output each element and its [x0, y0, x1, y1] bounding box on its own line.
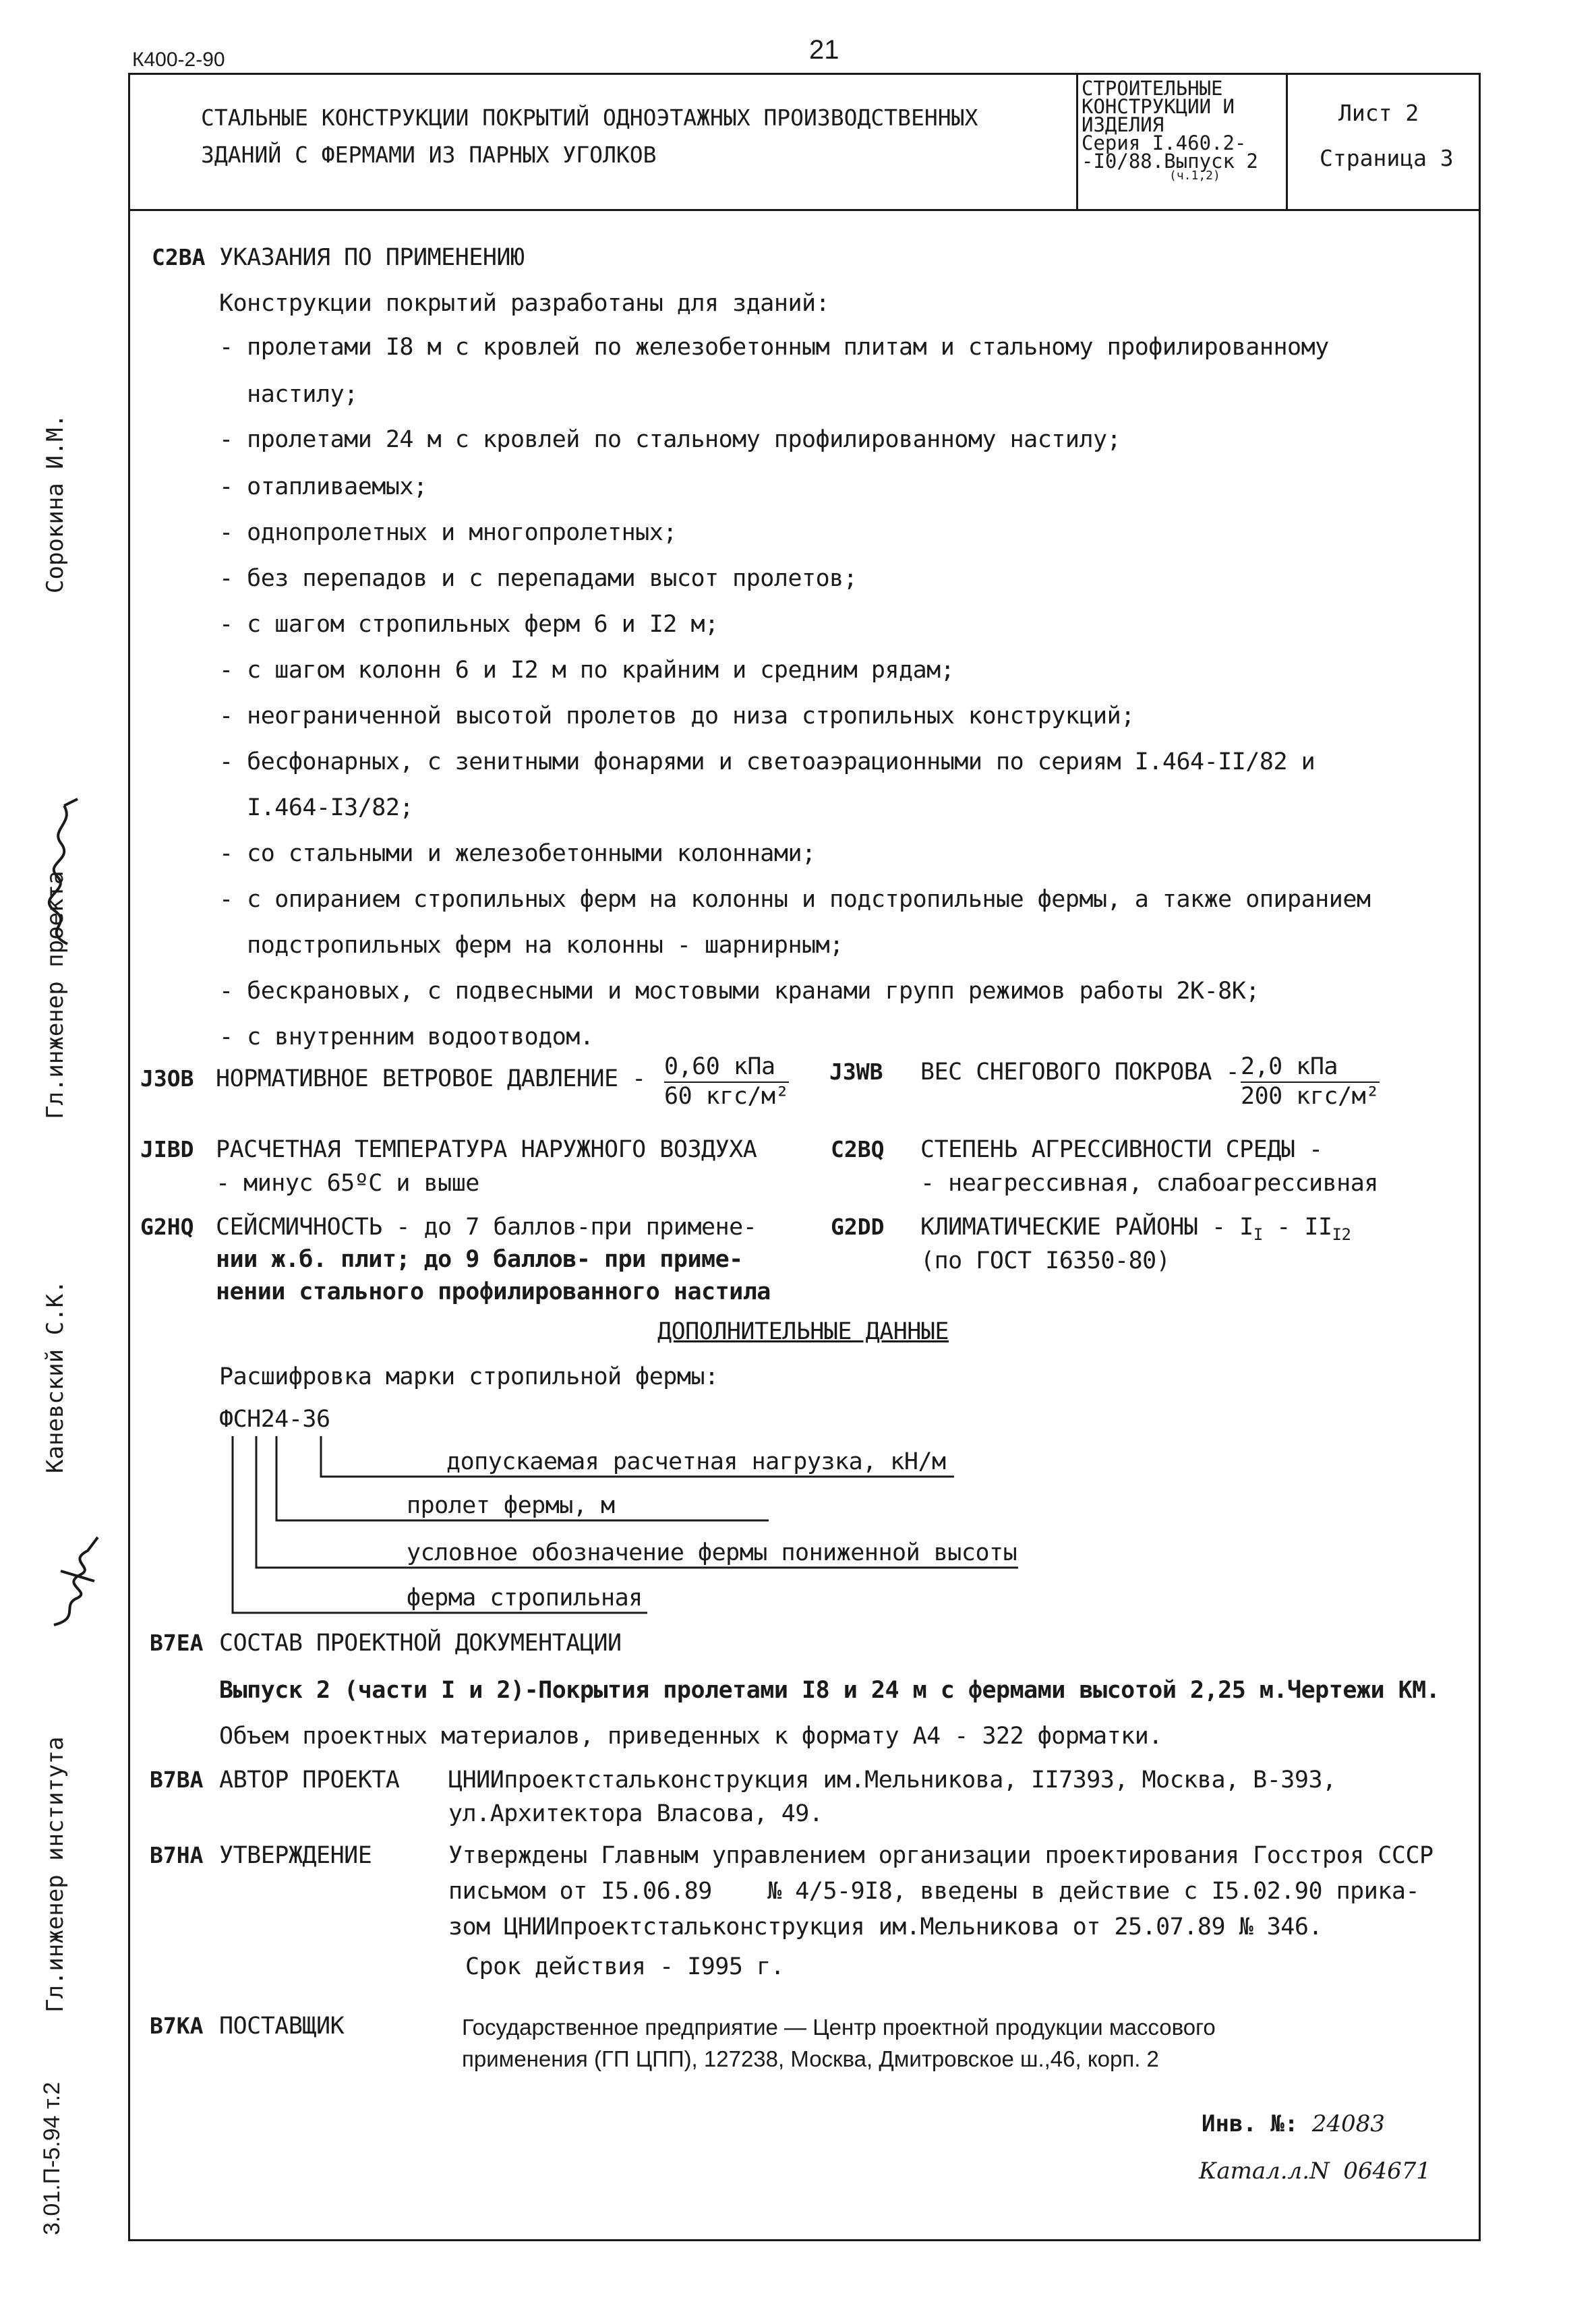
- margin-stamp: 3.01.П-5.94 т.2: [39, 2081, 65, 2235]
- signature-kanevsky: [40, 1531, 101, 1632]
- list-item: - с шагом стропильных ферм 6 и I2 м;: [219, 611, 719, 638]
- inventory-number: [1202, 2110, 1385, 2137]
- section-label-author: АВТОР ПРОЕКТА: [219, 1767, 400, 1794]
- list-item: - со стальными и железобетонными колоннами;: [219, 840, 816, 867]
- list-item: - неограниченной высотой пролетов до низа стропильных конструкций;: [219, 703, 1135, 730]
- climate-label: КЛИМАТИЧЕСКИЕ РАЙОНЫ - I: [920, 1214, 1253, 1241]
- catalog-value: 064671: [1343, 2158, 1431, 2185]
- section-title-usage: УКАЗАНИЯ ПО ПРИМЕНЕНИЮ: [219, 244, 525, 271]
- approval-line1: Утверждены Главным управлением организации проектирования Госстроя СССР: [448, 1842, 1434, 1869]
- section-code-approval: В7НА: [150, 1842, 204, 1868]
- list-item: - с внутренним водоотводом.: [219, 1024, 594, 1050]
- composition-line2: Объем проектных материалов, приведенных к формату А4 - 322 форматки.: [219, 1723, 1162, 1750]
- list-item: - бесфонарных, с зенитными фонарями и светоаэрационными по сериям I.464-II/82 и: [219, 748, 1316, 775]
- approval-line4: Срок действия - I995 г.: [465, 1953, 785, 1980]
- truss-mark: ФСН24-36: [219, 1406, 330, 1433]
- sheet-label: Лист 2: [1338, 100, 1419, 126]
- list-item: - однопролетных и многопролетных;: [219, 519, 677, 546]
- signature-sorokina: [27, 796, 88, 951]
- header-title-line1: СТАЛЬНЫЕ КОНСТРУКЦИИ ПОКРЫТИЙ ОДНОЭТАЖНЫХ ПРОИЗВОДСТВЕННЫХ: [201, 105, 978, 131]
- header-title-line2: ЗДАНИЙ С ФЕРМАМИ ИЗ ПАРНЫХ УГОЛКОВ: [201, 142, 657, 168]
- legend-span: пролет фермы, м: [407, 1492, 615, 1519]
- series-line: -I0/88.Выпуск 2: [1082, 150, 1258, 173]
- param-label-climate: [920, 1214, 1351, 1244]
- param-seismic-line3: нении стального профилированного настила: [216, 1278, 771, 1305]
- param-code-aggressiveness: С2BQ: [831, 1136, 885, 1162]
- legend-load: допускаемая расчетная нагрузка, кН/м: [446, 1448, 946, 1475]
- list-item: настилу;: [219, 381, 358, 408]
- additional-intro: Расшифровка марки стропильной фермы:: [219, 1363, 719, 1390]
- author-line2: ул.Архитектора Власова, 49.: [448, 1800, 823, 1827]
- list-item: I.464-I3/82;: [219, 794, 414, 821]
- additional-title: ДОПОЛНИТЕЛЬНЫЕ ДАННЫЕ: [657, 1318, 949, 1345]
- param-value-wind: [664, 1053, 789, 1110]
- section-code-composition: В7ЕА: [150, 1630, 204, 1656]
- legend-low-height: условное обозначение фермы пониженной высоты: [407, 1539, 1017, 1566]
- climate-sub-2: I2: [1332, 1225, 1351, 1244]
- climate-mid: - II: [1262, 1214, 1332, 1241]
- snow-value-kpa: 2,0 кПа: [1241, 1053, 1380, 1083]
- composition-line1: Выпуск 2 (части I и 2)-Покрытия пролетами I8 и 24 м с фермами высотой 2,25 м.Чертежи КМ.: [219, 1677, 1440, 1704]
- list-item: - отапливаемых;: [219, 473, 427, 500]
- section-code-supplier: В7КА: [150, 2013, 204, 2039]
- section-label-supplier: ПОСТАВЩИК: [219, 2013, 345, 2040]
- param-label-aggressiveness: СТЕПЕНЬ АГРЕССИВНОСТИ СРЕДЫ -: [920, 1136, 1323, 1163]
- series-line: ИЗДЕЛИЯ: [1082, 113, 1164, 136]
- section-title-composition: СОСТАВ ПРОЕКТНОЙ ДОКУМЕНТАЦИИ: [219, 1630, 622, 1657]
- list-item: подстропильных ферм на колонны - шарнирным;: [219, 932, 844, 959]
- author-line1: ЦНИИпроектстальконструкция им.Мельникова, II7393, Москва, В-393,: [448, 1767, 1336, 1794]
- document-code: К400-2-90: [132, 49, 225, 71]
- supplier-line2: применения (ГП ЦПП), 127238, Москва, Дмитровское ш.,46, корп. 2: [462, 2046, 1159, 2071]
- wind-value-kgf: 60 кгс/м²: [664, 1083, 790, 1110]
- header-divider: [128, 209, 1479, 211]
- param-code-wind: J3OB: [140, 1065, 194, 1092]
- usage-intro: Конструкции покрытий разработаны для зданий:: [219, 290, 830, 317]
- list-item: - бескрановых, с подвесными и мостовыми кранами групп режимов работы 2К-8К;: [219, 978, 1260, 1005]
- header-col-divider-1: [1076, 73, 1078, 211]
- param-code-seismic: G2HQ: [140, 1214, 194, 1240]
- section-code-usage: С2ВА: [152, 244, 206, 270]
- list-item: - пролетами I8 м с кровлей по железобетонным плитам и стальному профилированному: [219, 334, 1329, 361]
- wind-value-kpa: 0,60 кПа: [664, 1053, 789, 1083]
- margin-role-project-engineer: Гл.инженер проекта: [42, 870, 69, 1119]
- header-series: [1082, 77, 1284, 183]
- inventory-value: 24083: [1311, 2110, 1385, 2137]
- catalog-label: Катал.л.N: [1199, 2158, 1330, 2185]
- list-item: - с шагом колонн 6 и I2 м по крайним и средним рядам;: [219, 657, 955, 684]
- series-small: (ч.1,2): [1169, 169, 1220, 183]
- series-line: Серия I.460.2-: [1082, 131, 1247, 154]
- list-item: - с опиранием стропильных ферм на колонны и подстропильные фермы, а также опиранием: [219, 886, 1371, 913]
- param-seismic-line1: СЕЙСМИЧНОСТЬ - до 7 баллов-при примене-: [216, 1214, 757, 1241]
- approval-line2: письмом от I5.06.89 № 4/5-9I8, введены в действие с I5.02.90 прика-: [448, 1878, 1420, 1905]
- legend-truss: ферма стропильная: [407, 1584, 643, 1611]
- margin-role-institute-engineer: Гл.инженер института: [42, 1736, 69, 2013]
- param-value-snow: [1241, 1053, 1380, 1110]
- margin-name-sorokina: Сорокина И.М.: [42, 413, 69, 593]
- catalog-number: [1199, 2158, 1431, 2185]
- param-label-temperature: РАСЧЕТНАЯ ТЕМПЕРАТУРА НАРУЖНОГО ВОЗДУХА: [216, 1136, 757, 1163]
- param-label-snow: ВЕС СНЕГОВОГО ПОКРОВА -: [920, 1059, 1240, 1086]
- section-label-approval: УТВЕРЖДЕНИЕ: [219, 1842, 372, 1869]
- approval-line3: зом ЦНИИпроектстальконструкция им.Мельникова от 25.07.89 № 346.: [448, 1914, 1323, 1940]
- section-code-author: В7ВА: [150, 1767, 204, 1793]
- param-code-snow: J3WB: [829, 1059, 883, 1085]
- climate-sub-1: I: [1253, 1225, 1263, 1244]
- list-item: - без перепадов и с перепадами высот пролетов;: [219, 565, 858, 592]
- page-label: Страница 3: [1320, 145, 1454, 171]
- series-line: СТРОИТЕЛЬНЫЕ: [1082, 77, 1223, 100]
- param-code-temperature: JIBD: [140, 1136, 194, 1162]
- inventory-label: Инв. №:: [1202, 2110, 1299, 2137]
- list-item: - пролетами 24 м с кровлей по стальному профилированному настилу;: [219, 426, 1121, 453]
- param-value-aggressiveness: - неагрессивная, слабоагрессивная: [920, 1170, 1378, 1197]
- page-number: 21: [809, 35, 839, 65]
- param-value-temperature: - минус 65ºС и выше: [216, 1170, 479, 1197]
- param-label-wind: НОРМАТИВНОЕ ВЕТРОВОЕ ДАВЛЕНИЕ -: [216, 1065, 646, 1092]
- supplier-line1: Государственное предприятие — Центр проектной продукции массового: [462, 2015, 1216, 2040]
- series-line: КОНСТРУКЦИИ И: [1082, 95, 1235, 118]
- param-climate-gost: (по ГОСТ I6350-80): [920, 1247, 1171, 1274]
- param-code-climate: G2DD: [831, 1214, 885, 1240]
- param-seismic-line2: нии ж.б. плит; до 9 баллов- при приме-: [216, 1246, 743, 1273]
- header-col-divider-2: [1286, 73, 1288, 211]
- snow-value-kgf: 200 кгс/м²: [1241, 1083, 1380, 1110]
- margin-name-kanevsky: Каневский С.К.: [42, 1280, 69, 1473]
